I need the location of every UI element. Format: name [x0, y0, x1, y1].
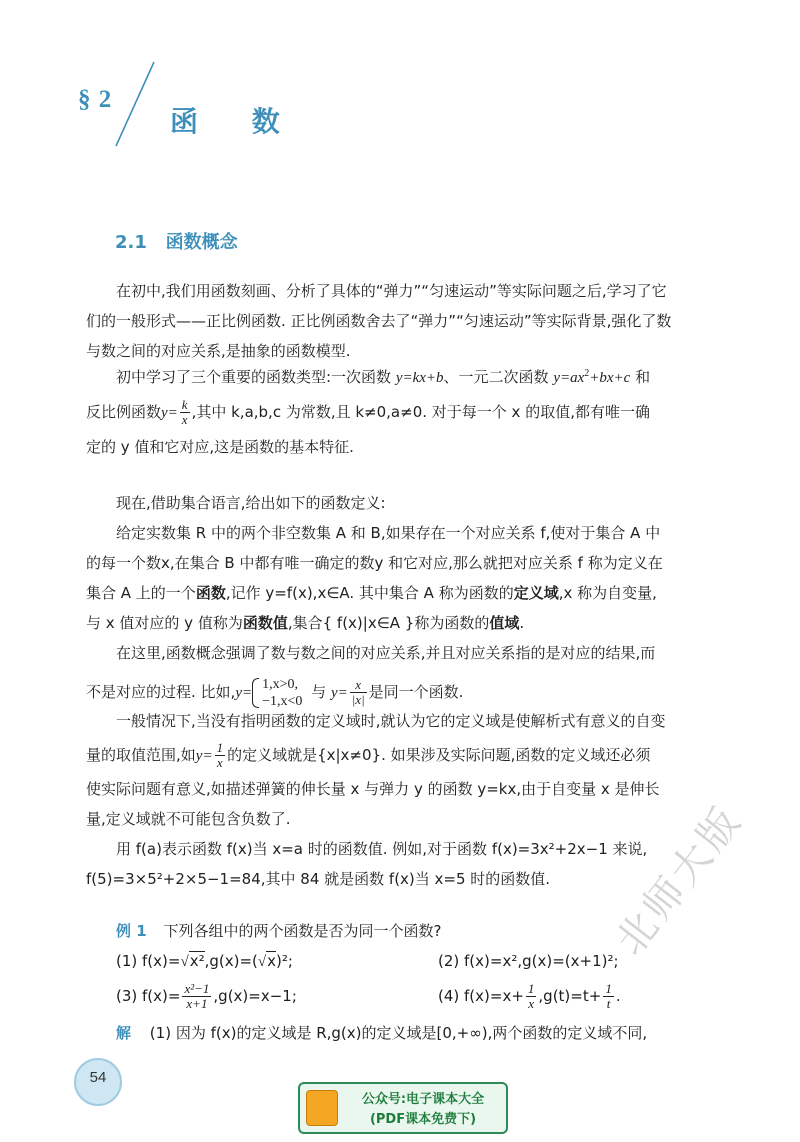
section-number: § 2	[78, 86, 113, 113]
text-line: 在初中,我们用函数刻画、分析了具体的“弹力”“匀速运动”等实际问题之后,学习了它	[116, 282, 667, 300]
book-icon	[306, 1090, 338, 1126]
text-segment: 与 x 值对应的 y 值称为	[86, 614, 243, 632]
example-label: 例 1	[116, 922, 147, 940]
piecewise-case-2: −1,x<0	[262, 693, 303, 709]
paragraph-function-types	[86, 362, 722, 462]
example-item-2: (2) f(x)=x²,g(x)=(x+1)²;	[438, 952, 619, 970]
piecewise-function	[252, 676, 302, 710]
fraction-1-over-t: $\frac{1}{t}$	[605, 981, 612, 1011]
math-y-equals: y=	[195, 748, 213, 764]
paragraph-definition	[86, 518, 722, 638]
term-range: 值域	[489, 614, 520, 632]
text-line: 用 f(a)表示函数 f(x)当 x=a 时的函数值. 例如,对于函数 f(x)=3x²+2x−1 来说,	[116, 840, 648, 858]
text-line	[86, 578, 722, 608]
math-quadratic: y=ax	[553, 370, 585, 386]
math-y-equals: y=	[235, 685, 253, 701]
example-heading	[116, 920, 441, 941]
text-line: 在这里,函数概念强调了数与数之间的对应关系,并且对应关系指的是对应的结果,而	[116, 644, 656, 662]
section-title: 函 数	[170, 105, 302, 138]
text-line: f(5)=3×5²+2×5−1=84,其中 84 就是函数 f(x)当 x=5 时的函数值.	[86, 870, 551, 888]
math-quadratic-tail: +bx+c	[589, 370, 631, 386]
text-line	[86, 736, 722, 774]
term-function: 函数	[195, 584, 226, 602]
math-y-equals: y=	[161, 405, 178, 421]
text-line: 给定实数集 R 中的两个非空数集 A 和 B,如果存在一个对应关系 f,使对于集合 A 中	[116, 524, 661, 542]
section-slash-divider	[110, 60, 160, 150]
text-line: 定的 y 值和它对应,这是函数的基本特征.	[86, 438, 354, 456]
text-line: 一般情况下,当没有指明函数的定义域时,就认为它的定义域是使解析式有意义的自变	[116, 712, 666, 730]
text-segment: 与	[306, 683, 331, 701]
text-line: 现在,借助集合语言,给出如下的函数定义:	[116, 494, 386, 512]
text-line	[86, 608, 722, 638]
example-item-3	[116, 982, 297, 1011]
promo-badge	[298, 1082, 508, 1134]
paragraph-function-value	[86, 834, 722, 894]
sqrt-radicand: x²	[189, 952, 205, 970]
fraction-x-over-abs-x: $\frac{x}{|x|}$	[351, 677, 365, 707]
text-line: 与数之间的对应关系,是抽象的函数模型.	[86, 342, 351, 360]
sqrt-radicand: x	[267, 952, 276, 970]
example-solution	[116, 1022, 647, 1043]
text-segment: (4) f(x)=x+	[438, 987, 524, 1005]
math-y-equals: y=	[330, 685, 348, 701]
fraction-1-over-x: $\frac{1}{x}$	[527, 981, 535, 1011]
example-item-1: (1) f(x)=√x²,g(x)=(√x)²;	[116, 952, 293, 970]
text-segment: 集合 A 上的一个	[86, 584, 196, 602]
badge-line-2: (PDF课本免费下)	[369, 1112, 477, 1127]
badge-line-1: 公众号:电子课本大全	[361, 1092, 485, 1107]
text-segment: (1) f(x)=	[116, 952, 181, 970]
term-domain: 定义域	[513, 584, 559, 602]
publisher-watermark: 北师大版	[607, 796, 752, 964]
text-segment: )²;	[276, 952, 293, 970]
paragraph-correspondence	[86, 638, 722, 716]
example-question: 下列各组中的两个函数是否为同一个函数?	[163, 922, 442, 940]
text-line: 初中学习了三个重要的函数类型:一次函数 y=kx+b、一元二次函数 $y=ax^2+bx+c$ 和	[116, 368, 651, 386]
text-segment: 、一元二次函数	[443, 368, 554, 386]
text-segment: ,其中 k,a,b,c 为常数,且 k≠0,a≠0. 对于每一个 x 的取值,都有唯一确	[191, 403, 650, 421]
example-item-4	[438, 982, 621, 1011]
text-segment: ,记作 y=f(x),x∈A. 其中集合 A 称为函数的	[225, 584, 514, 602]
text-segment: ,g(x)=(	[204, 952, 258, 970]
text-segment: ,g(t)=t+	[538, 987, 602, 1005]
text-segment: 的定义域就是{x|x≠0}. 如果涉及实际问题,函数的定义域还必须	[227, 746, 651, 764]
text-segment: 量的取值范围,如	[86, 746, 196, 764]
paragraph-set-language	[86, 488, 722, 518]
text-line	[86, 392, 722, 432]
solution-label: 解	[116, 1024, 132, 1042]
text-segment: 反比例函数	[86, 403, 162, 421]
text-segment: 初中学习了三个重要的函数类型:一次函数	[116, 368, 396, 386]
paragraph-intro	[86, 276, 722, 366]
text-segment: ,g(x)=x−1;	[213, 987, 297, 1005]
text-segment: ,x 称为自变量,	[558, 584, 657, 602]
piecewise-case-1: 1,x>0,	[262, 676, 298, 692]
subsection-title: 2.1 函数概念	[115, 232, 238, 253]
fraction-k-over-x: $\frac{k}{x}$	[181, 397, 188, 427]
fraction-item-3: $\frac{\text{x²−1}}{x+1}$	[184, 981, 210, 1011]
page-number: 54	[89, 1069, 107, 1086]
text-segment: .	[519, 614, 525, 632]
text-line: 们的一般形式——正比例函数. 正比例函数舍去了“弹力”“匀速运动”等实际背景,强化了数	[86, 312, 672, 330]
text-segment: 和	[630, 368, 651, 386]
text-line: 的每一个数x,在集合 B 中都有唯一确定的数y 和它对应,那么就把对应关系 f 称为定义在	[86, 554, 663, 572]
solution-text: (1) 因为 f(x)的定义域是 R,g(x)的定义域是[0,+∞),两个函数的定义域不同,	[149, 1024, 648, 1042]
text-line: 量,定义域就不可能包含负数了.	[86, 810, 291, 828]
paragraph-default-domain	[86, 706, 722, 834]
text-segment: 是同一个函数.	[368, 683, 464, 701]
text-segment: .	[615, 987, 621, 1005]
text-line: 使实际问题有意义,如描述弹簧的伸长量 x 与弹力 y 的函数 y=kx,由于自变量 x 是伸长	[86, 780, 660, 798]
text-segment: ,集合{ f(x)|x∈A }称为函数的	[287, 614, 490, 632]
fraction-1-over-x: $\frac{1}{x}$	[216, 740, 224, 770]
text-segment: 不是对应的过程. 比如,	[86, 683, 236, 701]
term-function-value: 函数值	[242, 614, 288, 632]
text-segment: (3) f(x)=	[116, 987, 181, 1005]
math-linear: y=kx+b	[395, 370, 444, 386]
